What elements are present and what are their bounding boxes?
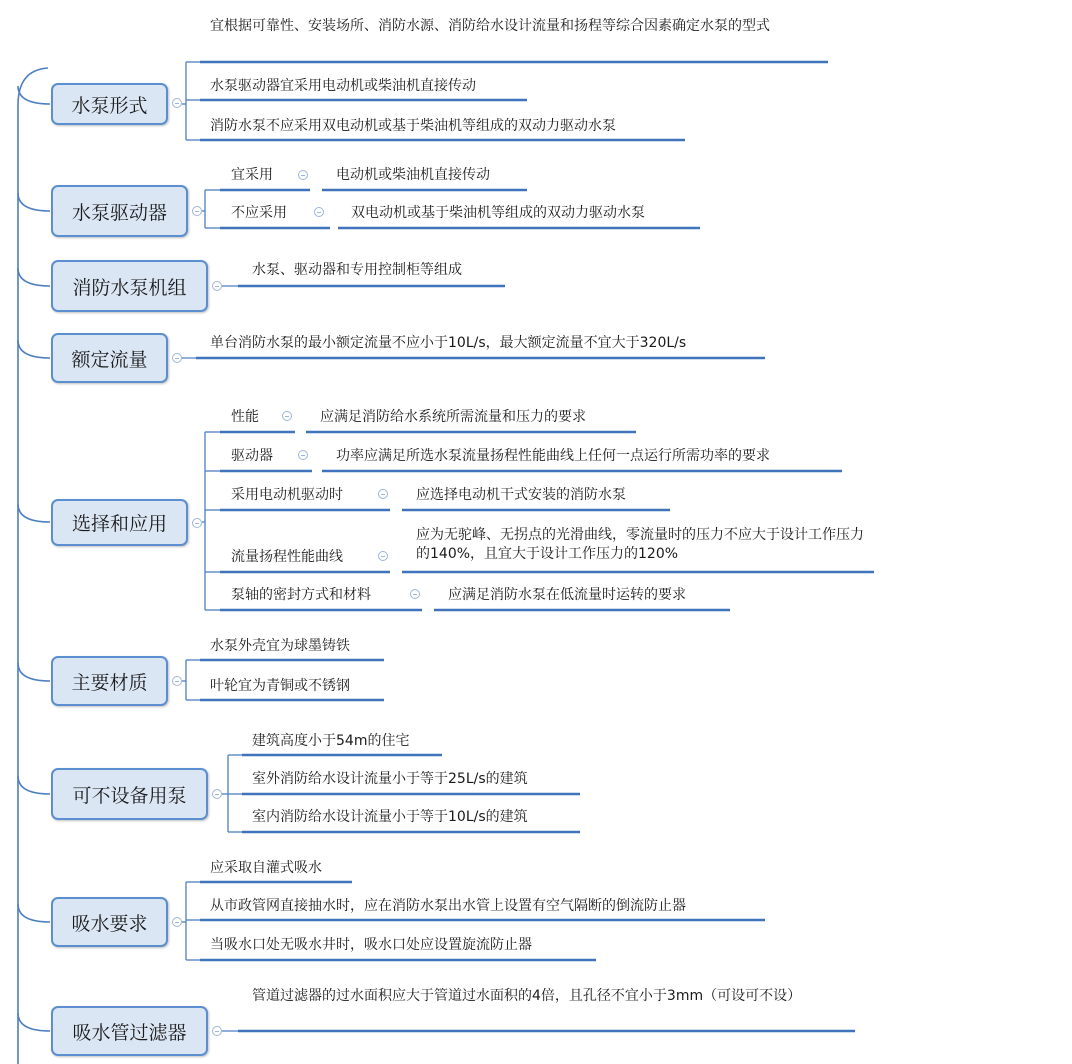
- branch-value[interactable]: 应选择电动机干式安装的消防水泵: [416, 487, 626, 503]
- collapse-button[interactable]: [378, 551, 388, 561]
- trunk-branch: [18, 1013, 50, 1031]
- trunk-branch: [18, 193, 50, 211]
- branch-value[interactable]: 电动机或柴油机直接传动: [336, 167, 490, 183]
- branch-text[interactable]: 单台消防水泵的最小额定流量不应小于10L/s，最大额定流量不宜大于320L/s: [210, 335, 687, 351]
- branch-label[interactable]: 驱动器: [231, 448, 273, 464]
- branch-text[interactable]: 管道过滤器的过水面积应大于管道过水面积的4倍，且孔径不宜小于3mm（可设可不设）: [252, 988, 802, 1004]
- branch-text[interactable]: 水泵驱动器宜采用电动机或柴油机直接传动: [210, 78, 476, 94]
- topic-node-suction-filter[interactable]: 吸水管过滤器: [51, 1006, 208, 1056]
- collapse-button[interactable]: [314, 207, 324, 217]
- branch-text[interactable]: 建筑高度小于54m的住宅: [252, 733, 410, 749]
- topic-node-materials[interactable]: 主要材质: [51, 656, 168, 706]
- branch-label[interactable]: 采用电动机驱动时: [231, 487, 343, 503]
- branch-label[interactable]: 性能: [231, 409, 259, 425]
- branch-value[interactable]: 功率应满足所选水泵流量扬程性能曲线上任何一点运行所需功率的要求: [336, 448, 770, 464]
- collapse-button[interactable]: [212, 281, 222, 291]
- branch-text[interactable]: 应采取自灌式吸水: [210, 860, 322, 876]
- branch-value[interactable]: 应满足消防水泵在低流量时运转的要求: [448, 587, 686, 603]
- collapse-button[interactable]: [298, 450, 308, 460]
- branch-label[interactable]: 不应采用: [231, 205, 287, 221]
- trunk-branch: [18, 776, 50, 794]
- topic-node-rated-flow[interactable]: 额定流量: [51, 333, 168, 383]
- branch-text[interactable]: 室内消防给水设计流量小于等于10L/s的建筑: [252, 809, 528, 825]
- collapse-button[interactable]: [172, 353, 182, 363]
- trunk-branch: [18, 86, 50, 104]
- collapse-button[interactable]: [172, 98, 182, 108]
- collapse-button[interactable]: [378, 489, 388, 499]
- branch-text[interactable]: 水泵、驱动器和专用控制柜等组成: [252, 262, 462, 278]
- collapse-button[interactable]: [282, 411, 292, 421]
- topic-node-suction[interactable]: 吸水要求: [51, 897, 168, 947]
- branch-label[interactable]: 流量扬程性能曲线: [231, 549, 343, 565]
- topic-node-selection[interactable]: 选择和应用: [51, 499, 188, 546]
- collapse-button[interactable]: [172, 917, 182, 927]
- branch-value[interactable]: 应为无驼峰、无拐点的光滑曲线，零流量时的压力不应大于设计工作压力的140%，且宜大于设计工作压力的120%: [416, 527, 864, 562]
- trunk-branch: [18, 268, 50, 286]
- trunk-branch: [18, 504, 50, 522]
- branch-label[interactable]: 宜采用: [231, 167, 273, 183]
- topic-node-pump-unit[interactable]: 消防水泵机组: [51, 260, 208, 312]
- trunk-branch: [18, 663, 50, 681]
- topic-node-no-standby-pump[interactable]: 可不设备用泵: [51, 768, 208, 820]
- trunk-branch: [18, 340, 50, 358]
- collapse-button[interactable]: [212, 789, 222, 799]
- topic-node-pump-form[interactable]: 水泵形式: [51, 83, 168, 125]
- branch-value[interactable]: 应满足消防给水系统所需流量和压力的要求: [320, 409, 586, 425]
- collapse-button[interactable]: [192, 518, 202, 528]
- branch-text[interactable]: 水泵外壳宜为球墨铸铁: [210, 638, 350, 654]
- collapse-button[interactable]: [212, 1026, 222, 1036]
- branch-text[interactable]: 当吸水口处无吸水井时，吸水口处应设置旋流防止器: [210, 937, 532, 953]
- collapse-button[interactable]: [298, 170, 308, 180]
- branch-text[interactable]: 叶轮宜为青铜或不锈钢: [210, 678, 350, 694]
- topic-node-pump-driver[interactable]: 水泵驱动器: [51, 185, 188, 237]
- branch-text[interactable]: 消防水泵不应采用双电动机或基于柴油机等组成的双动力驱动水泵: [210, 118, 616, 134]
- branch-text[interactable]: 从市政管网直接抽水时，应在消防水泵出水管上设置有空气隔断的倒流防止器: [210, 898, 686, 914]
- branch-text[interactable]: 宜根据可靠性、安装场所、消防水源、消防给水设计流量和扬程等综合因素确定水泵的型式: [210, 18, 770, 34]
- branch-value[interactable]: 双电动机或基于柴油机等组成的双动力驱动水泵: [351, 205, 645, 221]
- branch-label[interactable]: 泵轴的密封方式和材料: [231, 587, 371, 603]
- branch-text[interactable]: 室外消防给水设计流量小于等于25L/s的建筑: [252, 771, 528, 787]
- trunk-branch: [18, 904, 50, 922]
- collapse-button[interactable]: [192, 206, 202, 216]
- collapse-button[interactable]: [172, 676, 182, 686]
- collapse-button[interactable]: [410, 589, 420, 599]
